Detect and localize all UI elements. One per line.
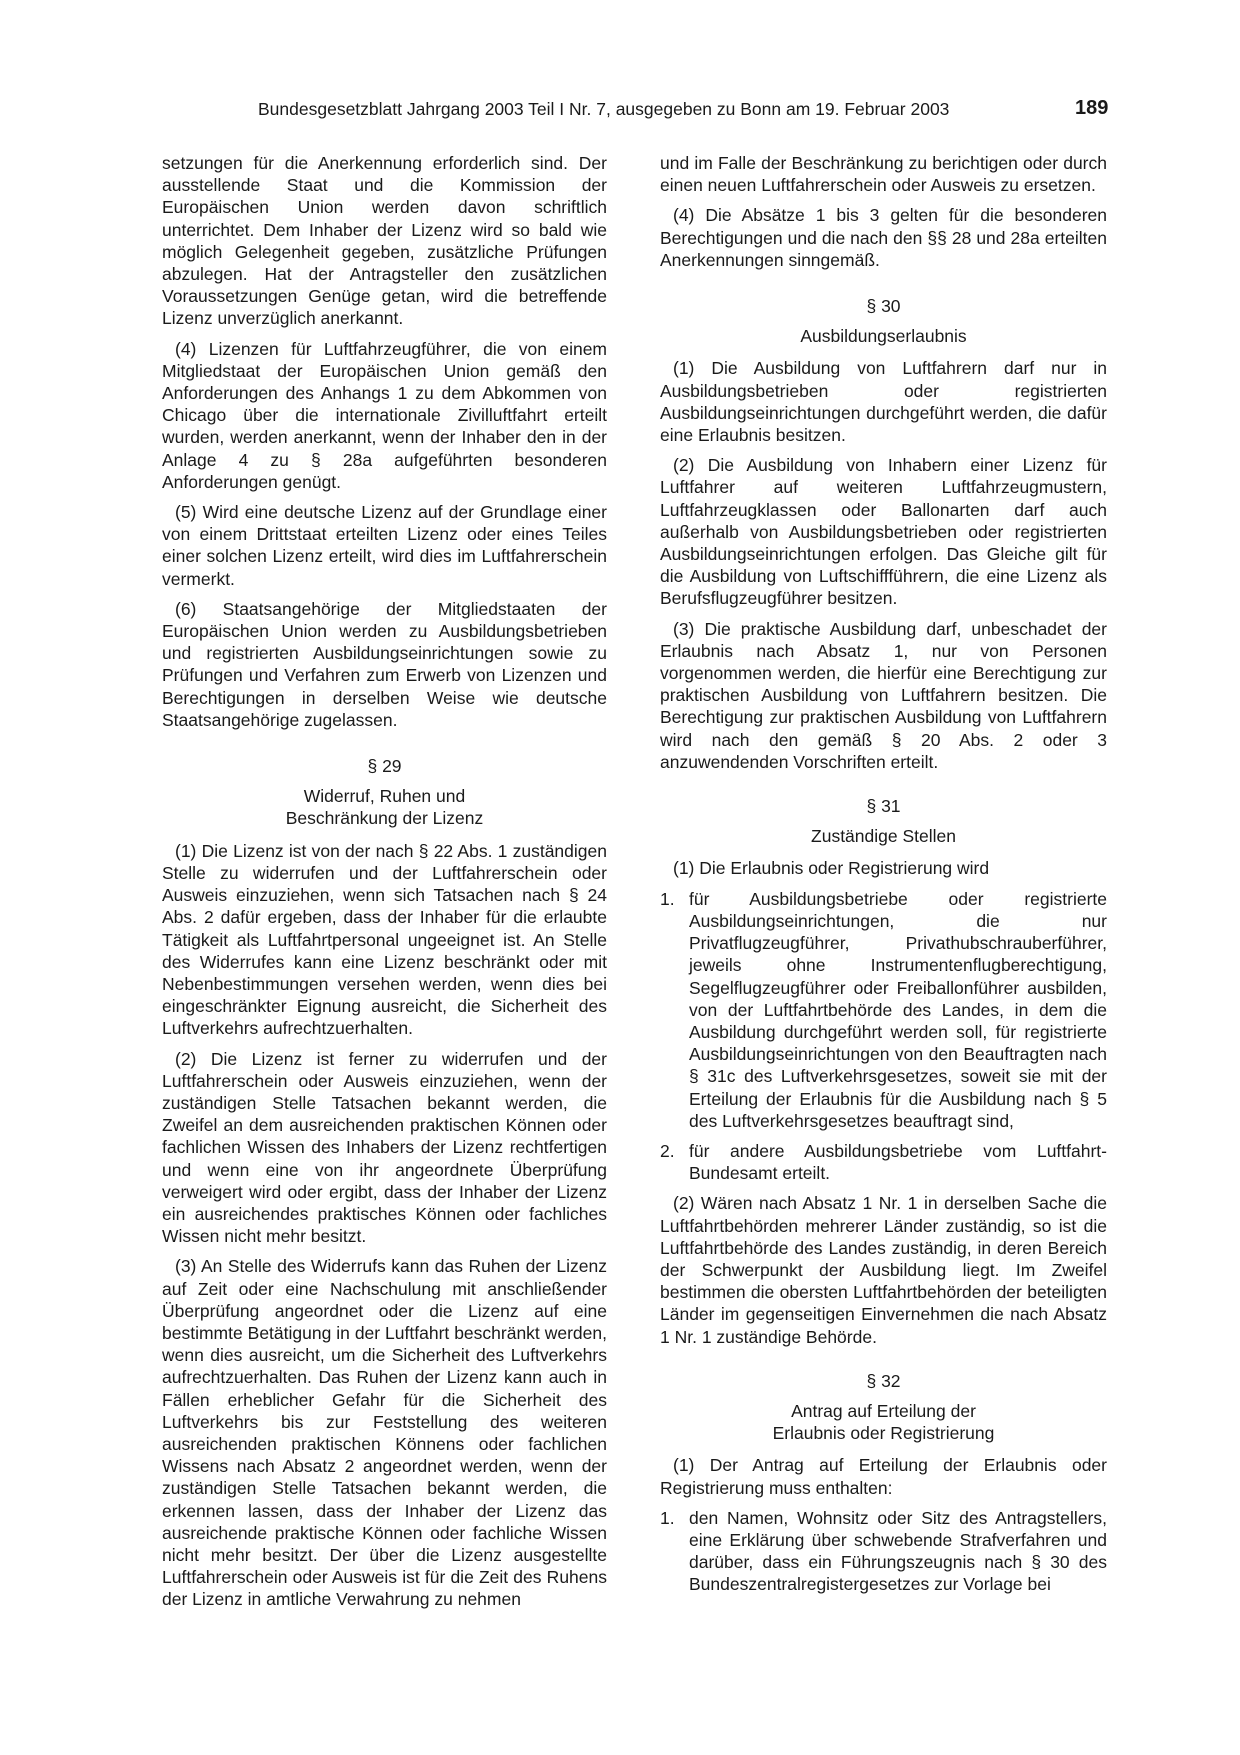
paragraph-4: (4) Lizenzen für Luftfahrzeugführer, die von einem Mitgliedstaat der Europäischen Union gemäß den Anforderungen des Anhangs 1 zu dem Abkommen von Chicago über die internationale Zivilluftfahrt erteilt wurden, werden anerkannt, wenn der Inhaber den in der Anlage 4 zu § 28a aufgeführten besonderen Anforderungen genügt. xyxy=(162,338,607,492)
right-column xyxy=(660,152,1107,1604)
paragraph-6: (6) Staatsangehörige der Mitgliedstaaten der Europäischen Union werden zu Ausbildungsbetrieben und registrierten Ausbildungseinrichtungen sowie zu Prüfungen und Verfahren zum Erwerb von Lizenzen und Berechtigungen in derselben Weise wie deutsche Staatsangehörige zugelassen. xyxy=(162,598,607,730)
section-29-heading: § 29 xyxy=(367,756,402,777)
section-29-title xyxy=(162,785,607,829)
section-29-paragraph-1: (1) Die Lizenz ist von der nach § 22 Abs. 1 zuständigen Stelle zu widerrufen und der Luftfahrerschein oder Ausweis einzuziehen, wenn sich Tatsachen nach § 24 Abs. 2 dafür ergeben, dass der Inhaber für die erlaubte Tätigkeit als Luftfahrtpersonal ungeeignet ist. An Stelle des Widerrufes kann eine Lizenz beschränkt oder mit Nebenbestimmungen versehen werden, wenn dies bei eingeschränkter Eignung ausreicht, die Sicherheit des Luftverkehrs aufrechtzuerhalten. xyxy=(162,840,607,1039)
section-32-paragraph-1: (1) Der Antrag auf Erteilung der Erlaubnis oder Registrierung muss enthalten: xyxy=(660,1455,1107,1498)
section-30-heading: § 30 xyxy=(866,296,901,317)
section-30-paragraph-2: (2) Die Ausbildung von Inhabern einer Lizenz für Luftfahrer auf weiteren Luftfahrzeugmustern, Luftfahrzeugklassen oder Ballonarten darf auch außerhalb von Ausbildungsbetrieben oder registrierten Ausbildungseinrichtungen erfolgen. Das Gleiche gilt für die Ausbildung von Luftschiffführern, die eine Lizenz als Berufsflugzeugführer besitzen. xyxy=(660,455,1107,609)
section-32-title-line-1: Antrag auf Erteilung der xyxy=(791,1400,976,1421)
list-item-number: 2. xyxy=(660,1140,675,1161)
left-column xyxy=(162,152,607,1619)
page-number: 189 xyxy=(1075,97,1109,119)
section-30-paragraph-1: (1) Die Ausbildung von Luftfahrern darf nur in Ausbildungsbetrieben oder registrierten Ausbildungseinrichtungen durchgeführt werden, die dafür eine Erlaubnis besitzen. xyxy=(660,358,1107,446)
list-item-number: 1. xyxy=(660,888,675,909)
section-31-title: Zuständige Stellen xyxy=(811,826,956,847)
section-32-heading: § 32 xyxy=(866,1370,901,1391)
section-31-paragraph-1: (1) Die Erlaubnis oder Registrierung wird xyxy=(673,858,990,879)
paragraph-4: (4) Die Absätze 1 bis 3 gelten für die besonderen Berechtigungen und die nach den §§ 28 und 28a erteilten Anerkennungen sinngemäß. xyxy=(660,205,1107,270)
section-32-title xyxy=(660,1400,1107,1444)
section-31-heading: § 31 xyxy=(866,796,901,817)
page-header xyxy=(0,97,1240,127)
section-29-paragraph-2: (2) Die Lizenz ist ferner zu widerrufen und der Luftfahrerschein oder Ausweis einzuziehen, wenn der zuständigen Stelle Tatsachen bekannt werden, die Zweifel an dem ausreichenden praktischen Können oder fachlichen Wissen des Inhabers der Lizenz rechtfertigen und wenn eine von ihr angeordnete Überprüfung verweigert wird oder ergibt, dass der Inhaber der Lizenz ein ausreichendes praktisches Können oder fachliches Wissen nicht mehr besitzt. xyxy=(162,1048,607,1247)
list-item-text: für andere Ausbildungsbetriebe vom Luftfahrt-Bundesamt erteilt. xyxy=(689,1140,1107,1184)
section-29-title-line-2: Beschränkung der Lizenz xyxy=(285,808,484,829)
list-item-number: 1. xyxy=(660,1507,675,1528)
paragraph-continued: und im Falle der Beschränkung zu berichtigen oder durch einen neuen Luftfahrerschein oder Ausweis zu ersetzen. xyxy=(660,153,1107,196)
list-item xyxy=(660,1140,1107,1184)
section-30-paragraph-3: (3) Die praktische Ausbildung darf, unbeschadet der Erlaubnis nach Absatz 1, nur von Personen vorgenommen werden, die hierfür eine Berechtigung zur praktischen Ausbildung von Luftfahrern besitzen. Die Berechtigung zur praktischen Ausbildung von Luftfahrern wird nach den gemäß § 20 Abs. 2 oder 3 anzuwendenden Vorschriften erteilt. xyxy=(660,618,1107,772)
list-item xyxy=(660,1507,1107,1596)
section-29-paragraph-3: (3) An Stelle des Widerrufs kann das Ruhen der Lizenz auf Zeit oder eine Nachschulung mit anschließender Überprüfung angeordnet oder die Lizenz auf eine bestimmte Betätigung in der Luftfahrt beschränkt werden, wenn dies ausreicht, um die Sicherheit des Luftverkehrs aufrechtzuerhalten. Das Ruhen der Lizenz kann auch in Fällen erheblicher Gefahr für die Sicherheit des Luftverkehrs bis zur Feststellung des weiteren ausreichenden praktischen Könnens oder fachlichen Wissens nach Absatz 2 angeordnet werden, wenn der zuständigen Stelle Tatsachen bekannt werden, die erkennen lassen, dass der Inhaber der Lizenz das ausreichende praktische Können oder fachliche Wissen nicht mehr besitzt. Der über die Lizenz ausgestellte Luftfahrerschein oder Ausweis ist für die Zeit des Ruhens der Lizenz in amtliche Verwahrung zu nehmen xyxy=(162,1256,607,1610)
paragraph-5: (5) Wird eine deutsche Lizenz auf der Grundlage einer von einem Drittstaat erteilten Lizenz oder eines Teiles einer solchen Lizenz erteilt, wird dies im Luftfahrerschein vermerkt. xyxy=(162,502,607,589)
section-31-paragraph-2: (2) Wären nach Absatz 1 Nr. 1 in derselben Sache die Luftfahrtbehörden mehrerer Länder zuständig, so ist die Luftfahrtbehörde des Landes zuständig, in deren Bereich der Schwerpunkt der Ausbildung liegt. Im Zweifel bestimmen die obersten Luftfahrtbehörden der beteiligten Länder im gegenseitigen Einvernehmen die nach Absatz 1 Nr. 1 zuständige Behörde. xyxy=(660,1193,1107,1347)
paragraph-continued: setzungen für die Anerkennung erforderlich sind. Der ausstellende Staat und die Kommission der Europäischen Union werden davon schriftlich unterrichtet. Dem Inhaber der Lizenz wird so bald wie möglich Gelegenheit gegeben, zusätzliche Prüfungen abzulegen. Hat der Antragsteller den zusätzlichen Voraussetzungen Genüge getan, wird die betreffende Lizenz unverzüglich anerkannt. xyxy=(162,153,607,329)
section-32-title-line-2: Erlaubnis oder Registrierung xyxy=(772,1423,995,1444)
section-30-title: Ausbildungserlaubnis xyxy=(800,326,967,347)
list-item-text: für Ausbildungsbetriebe oder registrierte Ausbildungseinrichtungen, die nur Privatflugzeugführer, Privathubschrauberführer, jeweils ohne Instrumentenflugberechtigung, Segelflugzeugführer oder Freiballonführer ausbilden, von der Luftfahrtbehörde des Landes, in dem die Ausbildung durchgeführt werden soll, für registrierte Ausbildungseinrichtungen von den Beauftragten nach § 31c des Luftverkehrsgesetzes, soweit sie mit der Erteilung der Erlaubnis für die Ausbildung nach § 5 des Luftverkehrsgesetzes beauftragt sind, xyxy=(689,888,1107,1131)
section-29-title-line-1: Widerruf, Ruhen und xyxy=(303,786,466,807)
gazette-title: Bundesgesetzblatt Jahrgang 2003 Teil I Nr. 7, ausgegeben zu Bonn am 19. Februar 2003 xyxy=(258,99,950,119)
list-item xyxy=(660,888,1107,1132)
list-item-text: den Namen, Wohnsitz oder Sitz des Antragstellers, eine Erklärung über schwebende Strafverfahren und darüber, dass ein Führungszeugnis nach § 30 des Bundeszentralregistergesetzes zur Vorlage bei xyxy=(689,1507,1107,1595)
